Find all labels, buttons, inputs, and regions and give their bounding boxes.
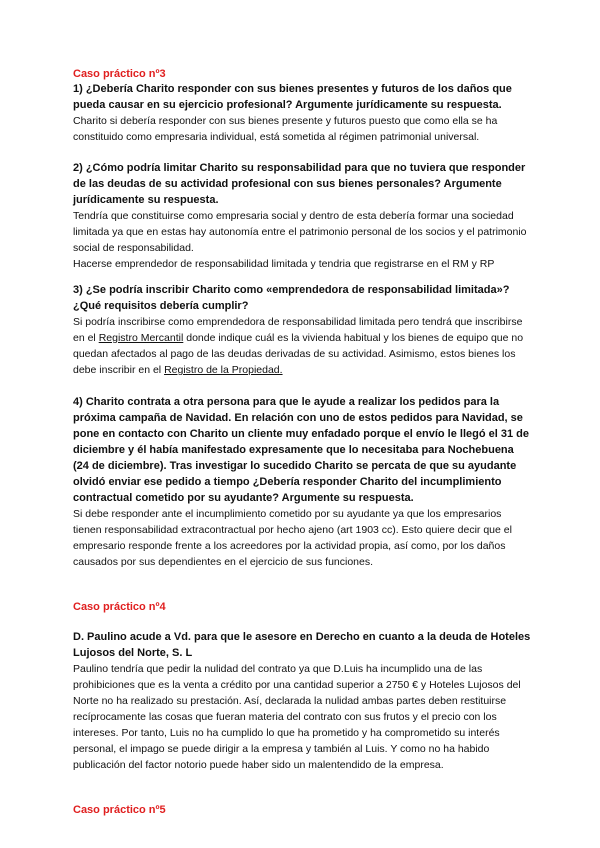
case-3-answer-1: Charito si debería responder con sus bienes presente y futuros puesto que como ella se ha constituido como empresaria individual, está sometida al régimen patrimonial universal. [73,115,498,143]
case-3-question-1: 1) ¿Debería Charito responder con sus bienes presentes y futuros de los daños que pueda causar en su ejercicio profesional? Argumente jurídicamente su respuesta. [73,83,512,111]
answer-3-text-part-1: Si podría inscribirse como emprendedora de responsabilidad limitada pero tendrá que inscribirse en el [73,316,523,344]
case-4-question: D. Paulino acude a Vd. para que le asesore en Derecho en cuanto a la deuda de Hoteles Lujosos del Norte, S. L [73,631,531,659]
case-3-answer-2: Tendría que constituirse como empresaria social y dentro de esta debería formar una sociedad limitada ya que en estas hay autonomía entre el patrimonio personal de los socios y el patrimonio social de responsabilidad. [73,210,527,254]
case-3-question-3: 3) ¿Se podría inscribir Charito como «emprendedora de responsabilidad limitada»? ¿Qué requisitos debería cumplir? [73,284,510,312]
answer-3-text-part-2: donde indique cuál es la vivienda habitual y los bienes de equipo que no quedan afectados al pago de las deudas derivadas de su actividad. Asimismo, estos bienes los debe inscribir en el [73,332,524,376]
case-3-title: Caso práctico nº3 [73,68,166,80]
case-4-title: Caso práctico nº4 [73,601,166,613]
case-3-question-2: 2) ¿Cómo podría limitar Charito su responsabilidad para que no tuviera que responder de las deudas de su actividad profesional con sus bienes personales? Argumente jurídicamente su respuesta. [73,162,526,206]
registro-propiedad-link[interactable]: Registro de la Propiedad. [164,364,283,376]
document-page [73,67,531,817]
case-5-title: Caso práctico nº5 [73,804,166,816]
case-3-answer-4: Si debe responder ante el incumplimiento cometido por su ayudante ya que los empresarios tienen responsabilidad extracontractual por hecho ajeno (art 1903 cc). Esto quiere decir que el empresario responde frente a los acreedores por la actividad propia, así como, por los daños causados por sus dependientes en el ejercicio de sus funciones. [73,508,512,568]
registro-mercantil-link[interactable]: Registro Mercantil [98,332,184,344]
case-3-answer-3 [73,314,531,378]
case-4-answer: Paulino tendría que pedir la nulidad del contrato ya que D.Luis ha incumplido una de las prohibiciones que es la venta a crédito por una cantidad superior a 2750 € y Hoteles Lujosos del Norte no ha realizado su prestación. Así, declarada la nulidad ambas partes deben restituirse recíprocamente las cosas que fueran materia del contrato con sus frutos y el precio con los intereses. Por tanto, Luis no ha cumplido lo que ha prometido y ha comprometido su interés personal, el impago se puede dirigir a la empresa y también al Luis. Y como no ha habido publicación del factor notorio puede haber sido un malentendido de la empresa. [73,663,521,771]
case-3-answer-2-extra: Hacerse emprendedor de responsabilidad limitada y tendria que registrarse en el RM y RP [73,258,495,270]
case-3-question-4: 4) Charito contrata a otra persona para que le ayude a realizar los pedidos para la próxima campaña de Navidad. En relación con uno de estos pedidos para Navidad, se pone en contacto con Charito un cliente muy enfadado porque el envío le llegó el 31 de diciembre y él había manifestado expresamente que lo necesitaba para Nochebuena (24 de diciembre). Tras investigar lo sucedido Charito se percata de que su ayudante olvidó enviar ese pedido a tiempo ¿Debería responder Charito del incumplimiento contractual cometido por su ayudante? Argumente su respuesta. [73,396,529,504]
